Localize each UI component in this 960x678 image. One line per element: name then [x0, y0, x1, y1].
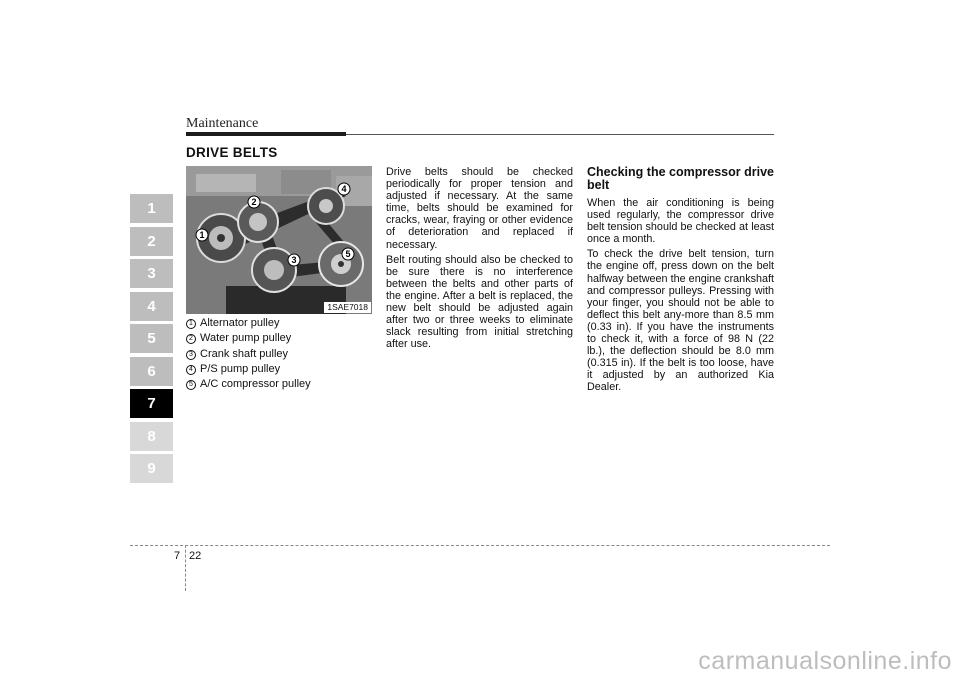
- chapter-tab-3[interactable]: 3: [130, 259, 173, 288]
- legend-label: P/S pump pulley: [200, 362, 281, 375]
- subheading-compressor-belt: Checking the compressor drive belt: [587, 165, 774, 192]
- chapter-tabs: [130, 194, 173, 487]
- legend-item-ac-compressor: [186, 377, 376, 392]
- callout-5: 5: [345, 249, 351, 259]
- chapter-tab-2[interactable]: 2: [130, 227, 173, 256]
- body-paragraph: Belt routing should also be checked to be sure there is no interference between the belts and other parts of the engine. After a belt is replaced, the new belt should be adjusted again after two or three weeks to eliminate slack resulting from initial stretching after use.: [386, 253, 573, 351]
- watermark: carmanualsonline.info: [698, 647, 952, 675]
- footer-chapter-number: 7: [174, 550, 181, 562]
- section-heading: DRIVE BELTS: [186, 145, 278, 160]
- legend-number: 5: [186, 380, 196, 390]
- legend-number: 3: [186, 350, 196, 360]
- header-bar: [186, 132, 346, 136]
- legend-item-water-pump: [186, 331, 376, 346]
- water-pump-pulley-shape: [238, 202, 278, 242]
- legend-number: 1: [186, 319, 196, 329]
- crank-shaft-pulley-shape: [252, 248, 296, 292]
- callout-2: 2: [251, 197, 257, 207]
- legend-label: A/C compressor pulley: [200, 378, 311, 391]
- chapter-tab-6[interactable]: 6: [130, 357, 173, 386]
- legend-label: Crank shaft pulley: [200, 347, 289, 360]
- footer-divider: [185, 545, 186, 591]
- callout-4: 4: [341, 184, 347, 194]
- legend-label: Alternator pulley: [200, 317, 280, 329]
- chapter-tab-1[interactable]: 1: [130, 194, 173, 223]
- right-column: [587, 166, 774, 397]
- engine-figure: [186, 166, 372, 314]
- body-paragraph: When the air conditioning is being used regularly, the compressor drive belt tension should be checked at least once a month.: [587, 197, 774, 246]
- callout-1: 1: [199, 230, 205, 240]
- header-section-title: Maintenance: [186, 116, 259, 131]
- chapter-tab-9[interactable]: 9: [130, 454, 173, 483]
- ps-pump-pulley-shape: [308, 188, 344, 224]
- legend-number: 4: [186, 365, 196, 375]
- legend-item-crank-shaft: [186, 347, 376, 362]
- ac-compressor-pulley-shape: [319, 242, 363, 286]
- chapter-tab-7[interactable]: 7: [130, 389, 173, 418]
- chapter-tab-8[interactable]: 8: [130, 422, 173, 451]
- middle-column: [386, 166, 573, 353]
- footer-rule: [130, 545, 830, 546]
- engine-pulley-illustration: [186, 166, 372, 314]
- legend-item-alternator: [186, 316, 376, 331]
- callout-3: 3: [291, 255, 297, 265]
- footer-page-number: 22: [189, 550, 202, 562]
- legend-number: 2: [186, 334, 196, 344]
- chapter-tab-5[interactable]: 5: [130, 324, 173, 353]
- body-paragraph: To check the drive belt tension, turn the engine off, press down on the belt halfway between the engine crankshaft and compressor pulleys. Pressing with your finger, you should not be able to deflect this belt any-more than 8.5 mm (0.33 in). If you have the instruments to check it, with a force of 98 N (22 lb.), the deflection should be 8.0 mm (0.315 in). If the belt is too loose, have it adjusted by an authorized Kia Dealer.: [587, 248, 774, 394]
- figure-code: 1SAE7018: [324, 302, 371, 313]
- chapter-tab-4[interactable]: 4: [130, 292, 173, 321]
- legend-label: Water pump pulley: [200, 332, 292, 345]
- figure-legend: [186, 316, 376, 392]
- body-paragraph: Drive belts should be checked periodically for proper tension and adjusted if necessary. At the same time, belts should be examined for cracks, wear, fraying or other evidence of deterioration and replaced if necessary.: [386, 166, 573, 251]
- legend-item-ps-pump: [186, 362, 376, 377]
- header-rule: [346, 134, 774, 135]
